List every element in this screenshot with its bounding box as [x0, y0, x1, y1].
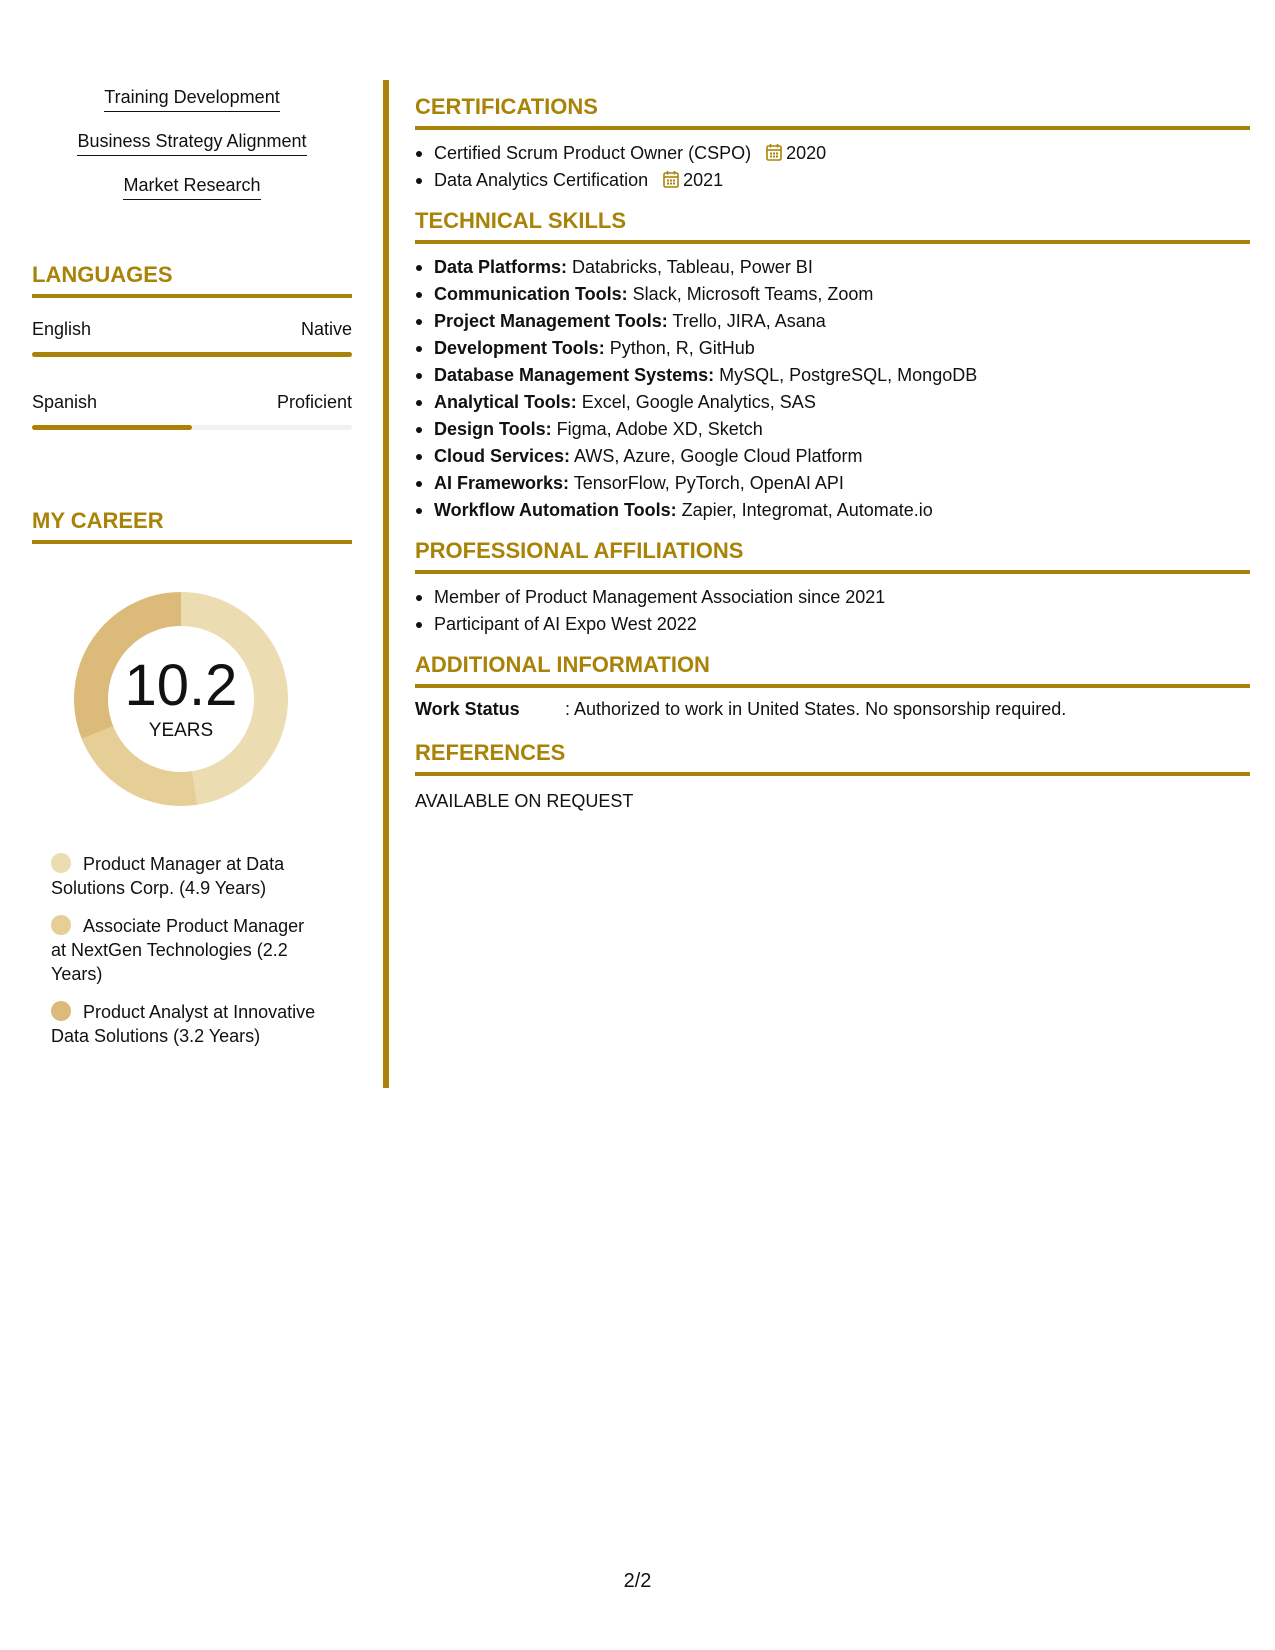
- skill-value: Slack, Microsoft Teams, Zoom: [627, 284, 874, 304]
- work-status-value: : Authorized to work in United States. No sponsorship required.: [565, 699, 1067, 719]
- skill-item: [415, 470, 1250, 497]
- languages-title: LANGUAGES: [32, 262, 352, 298]
- skill-item: [415, 308, 1250, 335]
- language-bar: [32, 352, 352, 357]
- skill-value: Excel, Google Analytics, SAS: [576, 392, 816, 412]
- legend-dot: [51, 1001, 71, 1021]
- skill-value: Trello, JIRA, Asana: [667, 311, 826, 331]
- legend-item: [51, 852, 321, 900]
- legend-label: Product Analyst at Innovative Data Solutions (3.2 Years): [51, 1002, 316, 1046]
- certification-item: [415, 140, 1250, 167]
- language-bar-fill: [32, 352, 352, 357]
- career-donut-chart: [66, 584, 296, 814]
- language-level: Native: [300, 319, 352, 339]
- skill-link-business-strategy-alignment[interactable]: Business Strategy Alignment: [77, 130, 306, 156]
- column-divider: [383, 80, 389, 1088]
- languages-section: [32, 262, 352, 430]
- skill-label: Cloud Services:: [434, 446, 571, 466]
- certification-year: 2021: [683, 170, 724, 190]
- affiliation-item: Participant of AI Expo West 2022: [415, 611, 1250, 638]
- skill-label: Project Management Tools:: [434, 311, 668, 331]
- skill-value: Python, R, GitHub: [604, 338, 755, 358]
- skill-label: AI Frameworks:: [434, 473, 570, 493]
- skill-item: [415, 362, 1250, 389]
- legend-item: [51, 1000, 321, 1048]
- skill-link-training-development[interactable]: Training Development: [104, 86, 279, 112]
- affiliations-list: [415, 584, 1250, 638]
- right-column: [415, 94, 1250, 812]
- legend-dot: [51, 915, 71, 935]
- certifications-title: CERTIFICATIONS: [415, 94, 1250, 130]
- skill-label: Communication Tools:: [434, 284, 628, 304]
- calendar-icon: [766, 143, 782, 161]
- skill-label: Design Tools:: [434, 419, 552, 439]
- skill-item: [415, 416, 1250, 443]
- page-number: 2/2: [623, 1570, 652, 1592]
- skill-item: [415, 389, 1250, 416]
- language-item-spanish: [32, 391, 352, 430]
- skill-label: Workflow Automation Tools:: [434, 500, 677, 520]
- legend-dot: [51, 853, 71, 873]
- references-text: AVAILABLE ON REQUEST: [415, 791, 634, 811]
- skill-item: [415, 443, 1250, 470]
- skill-value: TensorFlow, PyTorch, OpenAI API: [569, 473, 844, 493]
- skill-item: [415, 497, 1250, 524]
- skill-value: AWS, Azure, Google Cloud Platform: [570, 446, 863, 466]
- donut-center: [66, 584, 296, 814]
- legend-item: [51, 914, 321, 986]
- skill-item: [415, 281, 1250, 308]
- skill-value: Figma, Adobe XD, Sketch: [551, 419, 763, 439]
- skill-label: Database Management Systems:: [434, 365, 715, 385]
- skill-value: Databricks, Tableau, Power BI: [567, 257, 813, 277]
- legend-label: Product Manager at Data Solutions Corp. (4.9 Years): [51, 854, 285, 898]
- certification-item: [415, 167, 1250, 194]
- affiliation-item: Member of Product Management Association since 2021: [415, 584, 1250, 611]
- certification-year: 2020: [786, 143, 827, 163]
- career-title: MY CAREER: [32, 508, 352, 544]
- language-level: Proficient: [276, 392, 352, 412]
- technical-skills-list: [415, 254, 1250, 524]
- skill-links: [32, 86, 352, 218]
- skill-value: MySQL, PostgreSQL, MongoDB: [714, 365, 978, 385]
- work-status-row: [415, 698, 1250, 720]
- language-item-english: [32, 318, 352, 357]
- skill-item: [415, 335, 1250, 362]
- language-name: Spanish: [32, 392, 98, 412]
- technical-skills-title: TECHNICAL SKILLS: [415, 208, 1250, 244]
- certification-name: Certified Scrum Product Owner (CSPO): [434, 143, 752, 163]
- career-total-years: 10.2: [124, 653, 238, 718]
- work-status-key: Work Status: [415, 699, 520, 719]
- skill-label: Development Tools:: [434, 338, 605, 358]
- legend-label: Associate Product Manager at NextGen Technologies (2.2 Years): [51, 916, 305, 984]
- left-column: [32, 86, 352, 1062]
- skill-link-market-research[interactable]: Market Research: [123, 174, 260, 200]
- skill-label: Data Platforms:: [434, 257, 568, 277]
- language-name: English: [32, 319, 92, 339]
- career-total-unit: YEARS: [148, 720, 214, 741]
- affiliations-title: PROFESSIONAL AFFILIATIONS: [415, 538, 1250, 574]
- calendar-icon: [663, 170, 679, 188]
- references-title: REFERENCES: [415, 740, 1250, 776]
- language-bar-fill: [32, 425, 192, 430]
- skill-label: Analytical Tools:: [434, 392, 577, 412]
- skill-item: [415, 254, 1250, 281]
- certifications-list: [415, 140, 1250, 194]
- additional-info-title: ADDITIONAL INFORMATION: [415, 652, 1250, 688]
- career-section: [32, 508, 352, 1048]
- certification-name: Data Analytics Certification: [434, 170, 649, 190]
- skill-value: Zapier, Integromat, Automate.io: [676, 500, 933, 520]
- career-legend: [51, 852, 321, 1048]
- language-bar: [32, 425, 352, 430]
